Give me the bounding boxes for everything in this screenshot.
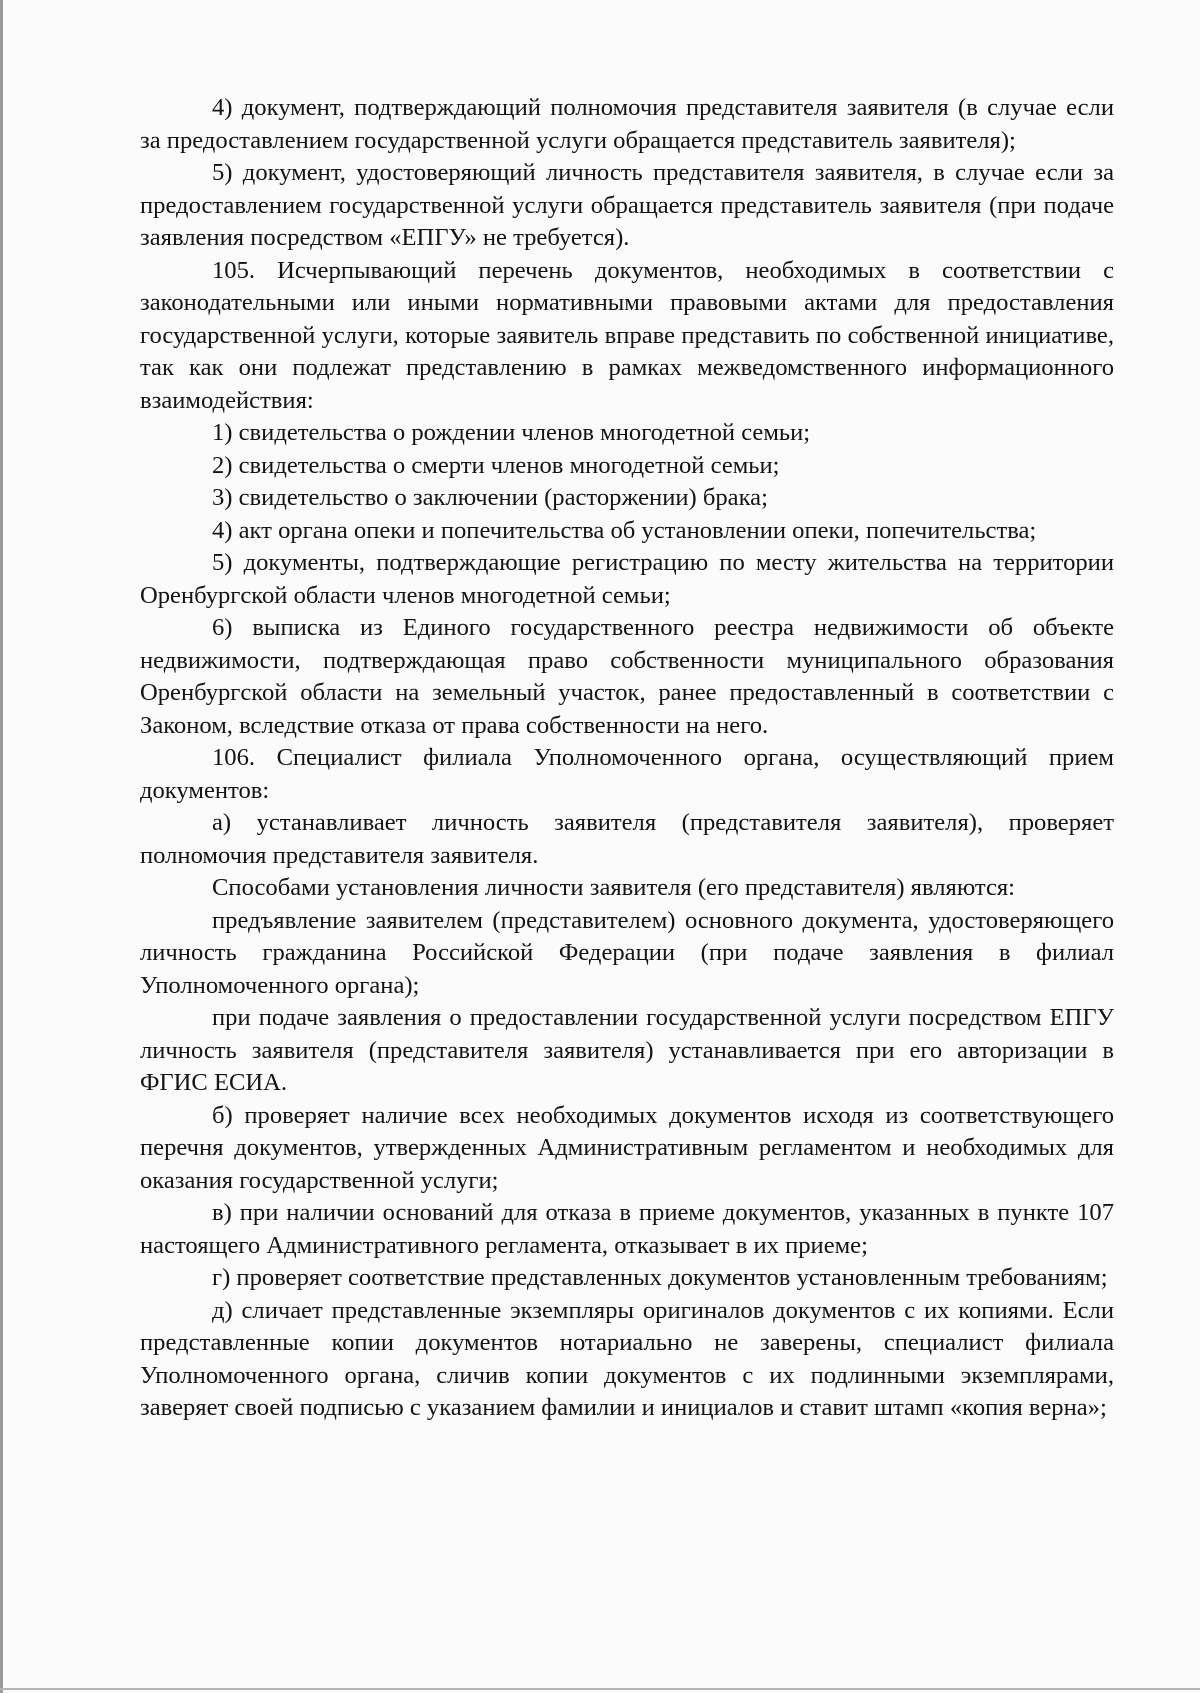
document-body <box>140 92 1114 1425</box>
paragraph-105: 105. Исчерпывающий перечень документов, необходимых в соответствии с законодательными или иными нормативными правовыми актами для предоставления государственной услуги, которые заявитель вправе представить по собственной инициативе, так как они подлежат представлению в рамках межведомственного информационного взаимодействия: <box>140 256 1114 414</box>
list-item-marriage-certificate: 3) свидетельство о заключении (расторжении) брака; <box>212 484 768 511</box>
subitem-d-copies-verification: д) сличает представленные экземпляры оригиналов документов с их копиями. Если представленные копии документов нотариально не заверены, специалист филиала Уполномоченного органа, сличив копии документов с их подлинными экземплярами, заверяет своей подписью с указанием фамилии и инициалов и ставит штамп «копия верна»; <box>140 1296 1114 1421</box>
subitem-a-identity-check: а) устанавливает личность заявителя (представителя заявителя), проверяет полномочия представителя заявителя. <box>140 809 1114 869</box>
list-item-birth-certificates: 1) свидетельства о рождении членов многодетной семьи; <box>212 419 811 446</box>
paragraph-identification-methods: Способами установления личности заявителя (его представителя) являются: <box>212 874 1016 901</box>
paragraph-epgu-authorization: при подаче заявления о предоставлении государственной услуги посредством ЕПГУ личность заявителя (представителя заявителя) устанавливается при его авторизации в ФГИС ЕСИА. <box>140 1004 1114 1096</box>
paragraph-106: 106. Специалист филиала Уполномоченного органа, осуществляющий прием документов: <box>140 744 1114 804</box>
list-item-registration-documents: 5) документы, подтверждающие регистрацию по месту жительства на территории Оренбургской области членов многодетной семьи; <box>140 549 1114 609</box>
list-item-real-estate-extract: 6) выписка из Единого государственного реестра недвижимости об объекте недвижимости, подтверждающая право собственности муниципального образования Оренбургской области на земельный участок, ранее предоставленный в соответствии с Законом, вследствие отказа от права собственности на него. <box>140 614 1114 739</box>
subitem-b-documents-check: б) проверяет наличие всех необходимых документов исходя из соответствующего перечня документов, утвержденных Административным регламентом и необходимых для оказания государственной услуги; <box>140 1101 1114 1194</box>
paragraph-document-representative-identity: 5) документ, удостоверяющий личность представителя заявителя, в случае если за предоставлением государственной услуги обращается представитель заявителя (при подаче заявления посредством «ЕПГУ» не требуется). <box>140 159 1114 251</box>
list-item-death-certificates: 2) свидетельства о смерти членов многодетной семьи; <box>212 451 780 479</box>
subitem-v-refusal: в) при наличии оснований для отказа в приеме документов, указанных в пункте 107 настоящего Административного регламента, отказывает в их приеме; <box>140 1199 1114 1259</box>
list-item-guardianship-act: 4) акт органа опеки и попечительства об установлении опеки, попечительства; <box>212 516 1037 544</box>
scan-left-border <box>0 0 3 1693</box>
scan-bottom-border <box>0 1688 1200 1690</box>
paragraph-identity-document: предъявление заявителем (представителем) основного документа, удостоверяющего личность гражданина Российской Федерации (при подаче заявления в филиал Уполномоченного органа); <box>140 906 1114 999</box>
subitem-g-requirements-check: г) проверяет соответствие представленных документов установленным требованиям; <box>212 1264 1108 1291</box>
paragraph-document-representative-authority: 4) документ, подтверждающий полномочия представителя заявителя (в случае если за предоставлением государственной услуги обращается представитель заявителя); <box>140 94 1114 154</box>
